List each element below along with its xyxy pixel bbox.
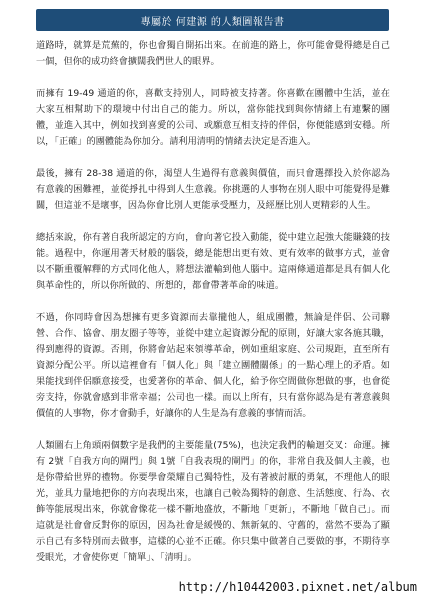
source-watermark: http://h10442003.pixnet.net/album [178, 580, 417, 594]
paragraph-channel-28-38: 最後，擁有 28-38 通道的你，渴望人生過得有意義與價值，而只會選擇投入於你認為有意義的困難裡，並從掙扎中得到人生意義。你挑選的人事物在別人眼中可能覺得是難關，但這並不是壞事，因為你會比別人更能承受壓力，及經歷比別人更精彩的人生。 [36, 168, 390, 211]
paragraph-channel-19-49: 而擁有 19-49 通道的你，喜歡支持別人，同時被支持著。你喜歡在團體中生活，並在大家互相幫助下的環境中付出自己的能力。所以，當你能找到與你情緒上有連繫的團體，並進入其中，例如找到喜愛的公司、或願意互相支持的伴侶，你便能感到安穩。所以，「正確」的團體能為你加分。請利用清明的情緒去決定是否進入。 [36, 88, 390, 147]
paragraph-resources: 不過，你同時會因為想擁有更多資源而去靠攏他人，組成團體，無論是伴侶、公司聯營、合作、協會、朋友圈子等等，並從中建立起資源分配的原則，好讓大家各施其職，得到應得的資源。否則，你將會站起來領導革命，例如重組家庭、公司規距，直至所有資源分配公平。所以這裡會有「個人化」與「建立團體關係」的一點心理上的矛盾。如果能找到伴侶願意接受，也愛著你的革命、個人化，給予你空間做你想做的事，也會從旁支持，你就會感到非常幸福；公司也一樣。而以上所有，只有當你認為是有著意義與價值的人事物，你才會動手，好讓你的人生是為有意義的事情而活。 [36, 312, 390, 419]
paragraph-incarnation-cross: 人類圖右上角頭兩個數字是我們的主要能量(75%)，也決定我們的輪迴交叉：命運。擁有 2號「自我方向的閘門」與 1號「自我表現的閘門」的你，非常自我及個人主義，也是你帶給世界的禮物。你要學會榮耀自己獨特性，及有著被討厭的勇氣，不理他人的眼光，並具力量地把你的方向表現出來，也讓自己較為獨特的創意、生活態度、行為、衣飾等能展現出來，你就會像花一樣不斷地盛放，不斷地「更新」，不斷地「做自己」。而這就是社會會反對你的原因，因為社會是緩慢的、無新氣的、守舊的，當然不要為了顯示自己有多特別而去做事，這樣的心並不正確。你只集中做著自己要做的事，不期待享受眼光，才會使你更「簡單」、「清明」。 [36, 440, 390, 563]
report-title: 專屬於 何建源 的人類圖報告書 [140, 16, 285, 28]
paragraph-summary: 總括來說，你有著自我所認定的方向，會向著它投入動能，從中建立起強大能賺錢的技能。過程中，你運用著天材般的腦袋，總是能想出更有效、更有效率的做事方式，並會以不斷重覆解釋的方式同化他人，將想法灌輸到他人腦中。這兩條通道都是具有個人化與革命性的，所以你所做的、所想的，都會帶著革命的味道。 [36, 232, 390, 291]
report-header-banner [36, 9, 389, 31]
paragraph-intro-continuation: 道路時，就算是荒蕪的，你也會獨自開拓出來。在前進的路上，你可能會覺得總是自己一個，但你的成功終會擴闊我們世人的眼界。 [36, 40, 390, 67]
report-body [36, 38, 390, 582]
